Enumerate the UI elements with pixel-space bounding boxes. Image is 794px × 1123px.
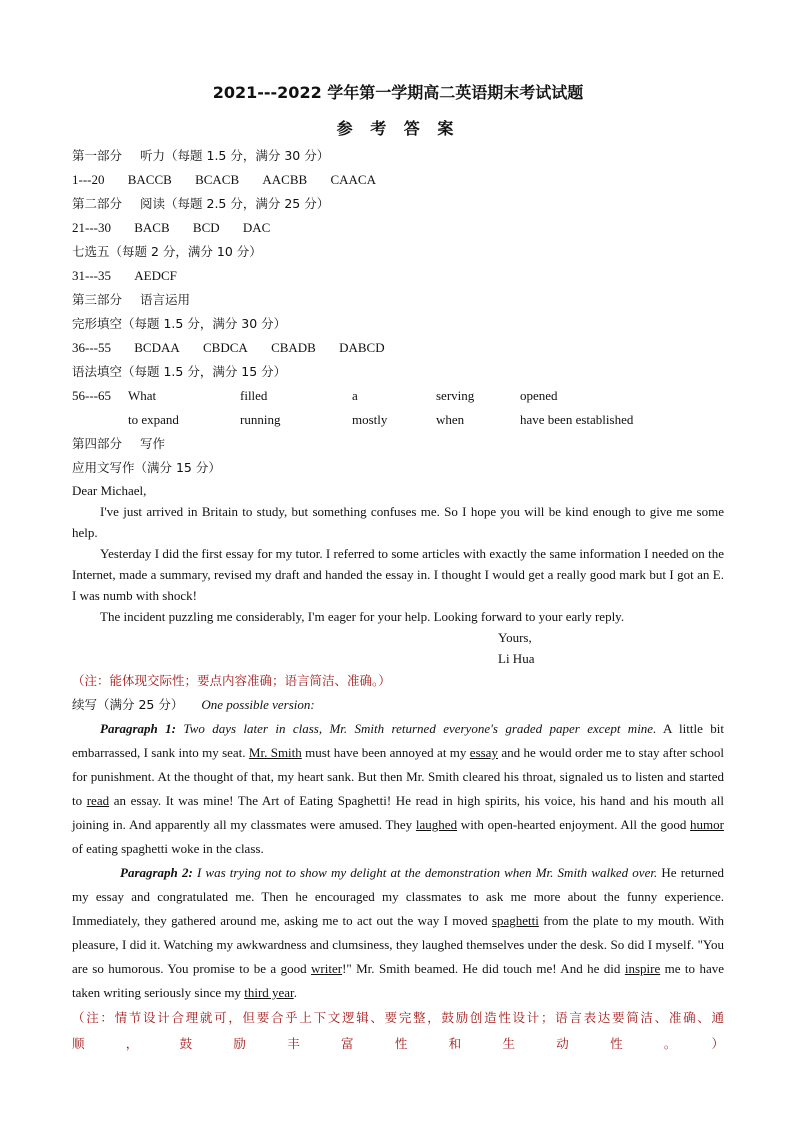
part3-heading — [72, 288, 724, 312]
letter-closing: Yours, — [498, 630, 532, 645]
grammar-answer: mostly — [352, 412, 388, 427]
continuation-heading — [72, 693, 724, 717]
note-line: 顺，鼓励丰富性和生动性。） — [72, 1036, 724, 1051]
letter-paragraph: The incident puzzling me considerably, I'm eager for your help. Looking forward to your early reply. — [100, 609, 625, 624]
grammar-answer: filled — [240, 388, 268, 403]
story-paragraph-2: Paragraph 2: I was trying not to show my delight at the demonstration when Mr. Smith walked over. He returned my essay and congratulated me. Then he encouraged my classmates to ask me more about the funny experience. Immediately, they gathered around me, asking me to act out the way I moved spaghetti from the plate to my mouth. With pleasure, I did it. Watching my awkwardness and clumsiness, they laughed themselves under the desk. So did I myself. "You are so humorous. You promise to be a good writer!" Mr. Smith beamed. He did touch me! And he did inspire me to have taken writing seriously since my third year. — [72, 865, 725, 1000]
continuation-version: One possible version: — [201, 697, 315, 712]
continuation-story — [72, 717, 724, 1005]
cloze-heading: 完形填空（每题 1.5 分，满分 30 分） — [72, 316, 287, 331]
seven-range: 31---35 — [72, 268, 111, 283]
paragraph-tag: Paragraph 2: — [120, 865, 193, 880]
answer-group: DAC — [242, 220, 271, 235]
listening-range: 1---20 — [72, 172, 105, 187]
grammar-answer: to expand — [128, 412, 179, 427]
sample-letter — [72, 480, 724, 669]
answer-group: BACB — [134, 220, 170, 235]
seven-heading: 七选五（每题 2 分，满分 10 分） — [72, 244, 262, 259]
answer-group: BACCB — [127, 172, 172, 187]
grammar-row-1 — [72, 384, 724, 408]
listening-answers — [72, 168, 724, 192]
letter-paragraph: I've just arrived in Britain to study, but something confuses me. So I hope you will be kind enough to give me some help. — [72, 504, 724, 540]
grammar-range: 56---65 — [72, 388, 111, 403]
grammar-answer: running — [240, 412, 281, 427]
answer-group: DABCD — [339, 340, 385, 355]
letter-signature: Li Hua — [498, 651, 535, 666]
paragraph-lead: Two days later in class, Mr. Smith returned everyone's graded paper except mine. — [176, 721, 657, 736]
answer-group: BCDAA — [134, 340, 180, 355]
answer-group: AEDCF — [134, 268, 177, 283]
part2-desc: 阅读（每题 2.5 分，满分 25 分） — [140, 196, 330, 211]
continuation-note — [72, 1005, 724, 1057]
grammar-row-2 — [72, 408, 724, 432]
page-subtitle: 参 考 答 案 — [336, 119, 460, 138]
answer-group: CBDCA — [203, 340, 248, 355]
answer-key-page — [72, 80, 724, 1057]
grammar-heading: 语法填空（每题 1.5 分，满分 15 分） — [72, 364, 287, 379]
keyword: inspire — [624, 961, 661, 976]
keyword: spaghetti — [491, 913, 539, 928]
paragraph-lead: I was trying not to show my delight at the demonstration when Mr. Smith walked over. — [192, 865, 658, 880]
grammar-answer: serving — [436, 388, 475, 403]
part4-heading — [72, 432, 724, 456]
part1-label: 第一部分 — [72, 148, 123, 163]
keyword: third year — [244, 985, 294, 1000]
keyword: humor — [690, 817, 724, 832]
letter-greeting: Dear Michael, — [72, 483, 147, 498]
paragraph-tag: Paragraph 1: — [100, 721, 176, 736]
cloze-range: 36---55 — [72, 340, 111, 355]
keyword: Mr. Smith — [248, 745, 302, 760]
practical-note: （注：能体现交际性；要点内容准确；语言简洁、准确。） — [72, 673, 391, 688]
part2-heading — [72, 192, 724, 216]
part3-desc: 语言运用 — [140, 292, 191, 307]
letter-paragraph: Yesterday I did the first essay for my tutor. I referred to some articles with exactly the same information I needed on the Internet, made a summary, revised my draft and handed the essay in. I thought I would get a really good mark but I got an E. I was numb with shock! — [72, 546, 724, 603]
answer-group: AACBB — [262, 172, 308, 187]
reading-range: 21---30 — [72, 220, 111, 235]
answer-group: BCD — [192, 220, 220, 235]
keyword: read — [86, 793, 110, 808]
keyword: laughed — [415, 817, 458, 832]
page-title: 2021---2022 学年第一学期高二英语期末考试试题 — [212, 83, 584, 102]
reading-answers — [72, 216, 724, 240]
grammar-answer: a — [352, 388, 358, 403]
part1-heading — [72, 144, 724, 168]
answer-group: CAACA — [330, 172, 376, 187]
continuation-label: 续写（满分 25 分） — [72, 697, 184, 712]
part3-label: 第三部分 — [72, 292, 123, 307]
grammar-answer: What — [128, 388, 157, 403]
part2-label: 第二部分 — [72, 196, 123, 211]
seven-answers — [72, 264, 724, 288]
part4-desc: 写作 — [140, 436, 166, 451]
answer-group: CBADB — [271, 340, 316, 355]
part4-label: 第四部分 — [72, 436, 123, 451]
practical-heading: 应用文写作（满分 15 分） — [72, 460, 221, 475]
answer-group: BCACB — [195, 172, 240, 187]
grammar-answer: opened — [520, 388, 558, 403]
keyword: writer — [311, 961, 343, 976]
part1-desc: 听力（每题 1.5 分，满分 30 分） — [140, 148, 330, 163]
cloze-answers — [72, 336, 724, 360]
grammar-answer: when — [436, 412, 465, 427]
note-line: （注：情节设计合理就可，但要合乎上下文逻辑、要完整，鼓励创造性设计；语言表达要简洁、准确、通 — [72, 1010, 724, 1025]
grammar-answer: have been established — [520, 412, 634, 427]
keyword: essay — [469, 745, 498, 760]
story-paragraph-1: Paragraph 1: Two days later in class, Mr. Smith returned everyone's graded paper except mine. A little bit embarrassed, I sank into my seat. Mr. Smith must have been annoyed at my essay and he would order me to stay after school for punishment. At the thought of that, my heart sank. But then Mr. Smith cleared his throat, signaled us to listen and started to read an essay. It was mine! The Art of Eating Spaghetti! He read in high spirits, his voice, his hand and his mouth all joining in. And apparently all my classmates were amused. They laughed with open-hearted enjoyment. All the good humor of eating spaghetti woke in the class. — [72, 721, 724, 856]
